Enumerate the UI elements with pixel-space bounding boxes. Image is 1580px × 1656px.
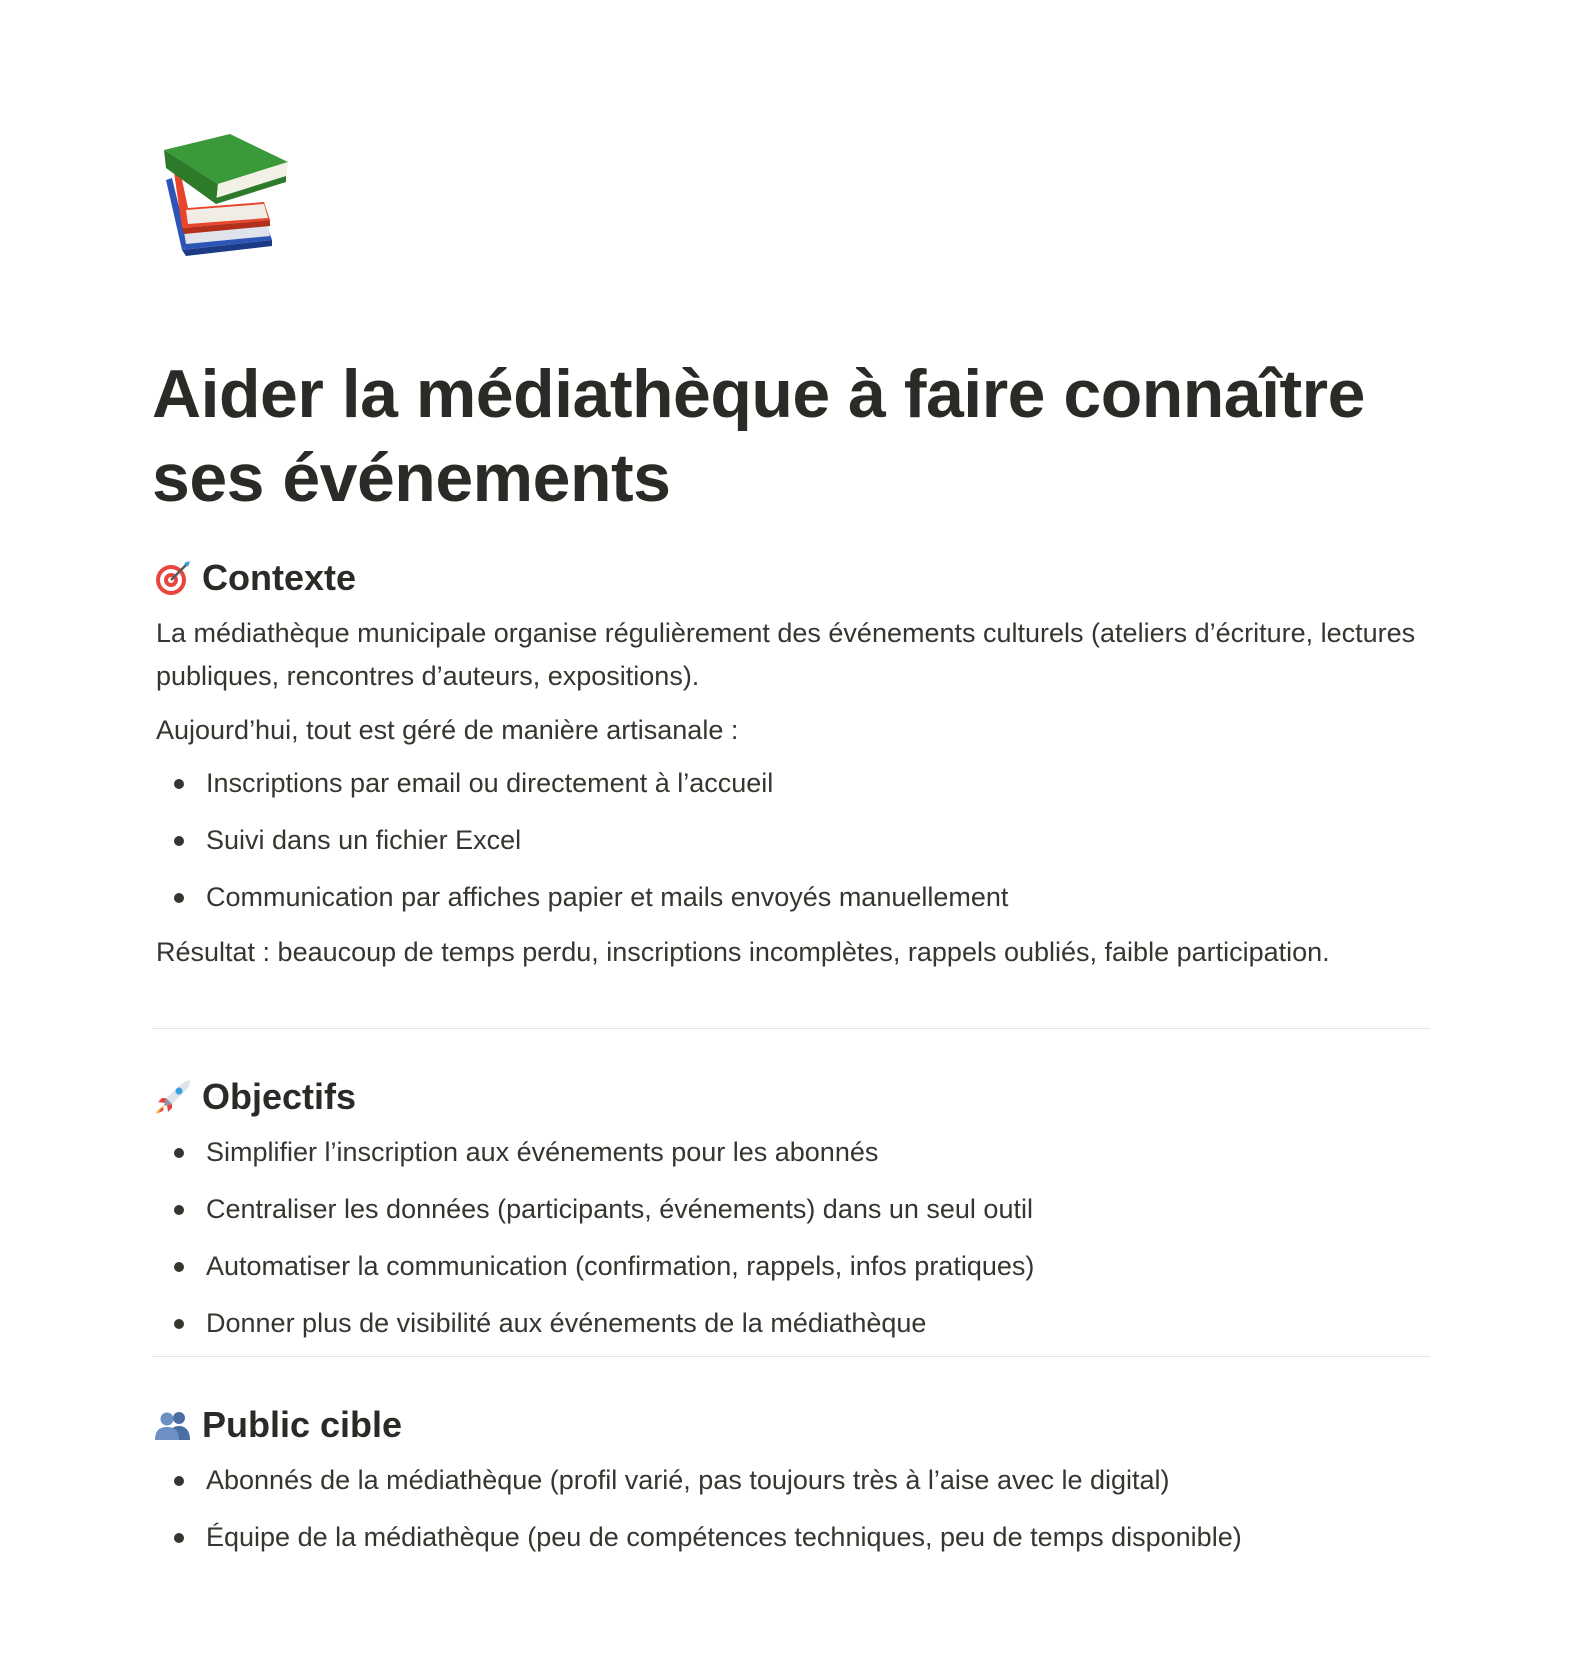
list-item: Centraliser les données (participants, événements) dans un seul outil xyxy=(152,1188,1430,1231)
section-heading-public-cible[interactable] xyxy=(152,1401,1430,1449)
page-title[interactable]: Aider la médiathèque à faire connaître ses événements xyxy=(152,356,1365,516)
section-heading-objectifs[interactable] xyxy=(152,1073,1430,1121)
contexte-lead: Aujourd’hui, tout est géré de manière artisanale : xyxy=(156,715,739,745)
section-heading-contexte[interactable] xyxy=(152,554,1430,602)
contexte-list xyxy=(152,762,1430,919)
list-item: Abonnés de la médiathèque (profil varié, pas toujours très à l’aise avec le digital) xyxy=(152,1459,1430,1502)
list-item: Automatiser la communication (confirmation, rappels, infos pratiques) xyxy=(152,1245,1430,1288)
public-list xyxy=(152,1459,1430,1559)
divider xyxy=(152,1356,1430,1357)
contexte-intro: La médiathèque municipale organise régulièrement des événements culturels (ateliers d’écriture, lectures publiques, rencontres d’auteurs, expositions). xyxy=(156,618,1416,691)
list-item: Inscriptions par email ou directement à l’accueil xyxy=(152,762,1430,805)
objectifs-list xyxy=(152,1131,1430,1345)
section-public-cible xyxy=(152,1401,1430,1573)
rocket-icon xyxy=(154,1078,192,1116)
section-heading-label: Objectifs xyxy=(202,1076,357,1117)
section-contexte xyxy=(152,554,1430,974)
list-item: Simplifier l’inscription aux événements pour les abonnés xyxy=(152,1131,1430,1174)
people-icon xyxy=(154,1406,192,1444)
list-item: Équipe de la médiathèque (peu de compétences techniques, peu de temps disponible) xyxy=(152,1516,1430,1559)
books-icon[interactable] xyxy=(160,132,290,262)
section-heading-label: Contexte xyxy=(202,557,357,598)
section-heading-label: Public cible xyxy=(202,1404,403,1445)
target-icon xyxy=(154,559,192,597)
divider xyxy=(152,1028,1430,1029)
section-objectifs xyxy=(152,1073,1430,1359)
list-item: Communication par affiches papier et mails envoyés manuellement xyxy=(152,876,1430,919)
list-item: Suivi dans un fichier Excel xyxy=(152,819,1430,862)
list-item: Donner plus de visibilité aux événements de la médiathèque xyxy=(152,1302,1430,1345)
contexte-result: Résultat : beaucoup de temps perdu, inscriptions incomplètes, rappels oubliés, faible participation. xyxy=(156,937,1330,967)
